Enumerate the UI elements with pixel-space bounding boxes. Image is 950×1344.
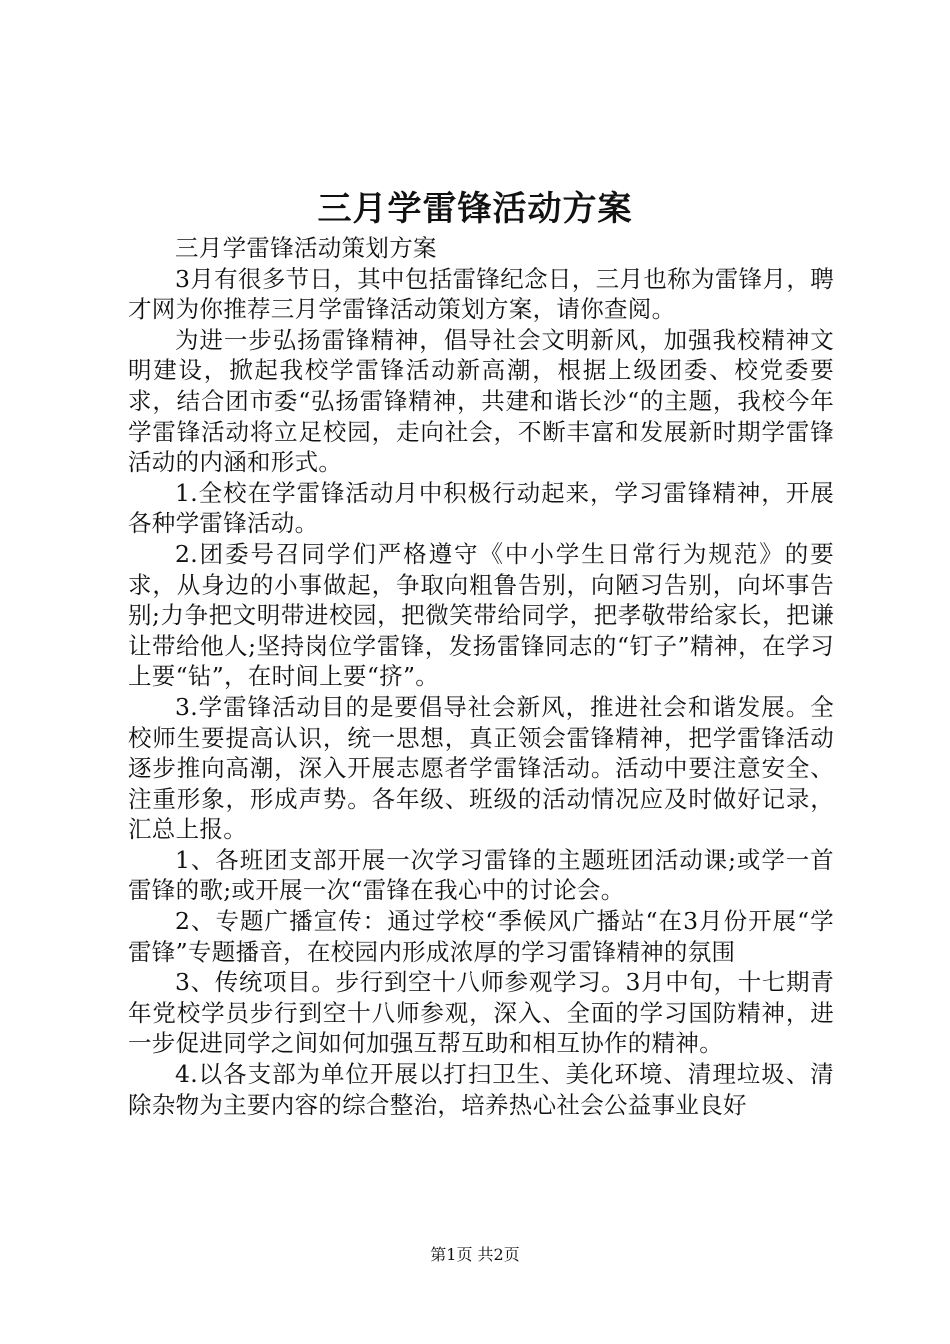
paragraph-activity-4: 4.以各支部为单位开展以打扫卫生、美化环境、清理垃圾、清除杂物为主要内容的综合整治，培养热心社会公益事业良好: [128, 1060, 834, 1119]
paragraph-activity-3: 3、传统项目。步行到空十八师参观学习。3月中旬，十七期青年党校学员步行到空十八师参观，深入、全面的学习国防精神，进一步促进同学之间如何加强互帮互助和相互协作的精神。: [128, 968, 834, 1058]
paragraph-activity-1: 1、各班团支部开展一次学习雷锋的主题班团活动课;或学一首雷锋的歌;或开展一次“雷锋在我心中的讨论会。: [128, 845, 834, 905]
document-body: [128, 233, 834, 1120]
paragraph-purpose: 为进一步弘扬雷锋精神，倡导社会文明新风，加强我校精神文明建设，掀起我校学雷锋活动新高潮，根据上级团委、校党委要求，结合团市委“弘扬雷锋精神，共建和谐长沙“的主题，我校今年学雷锋活动将立足校园，走向社会，不断丰富和发展新时期学雷锋活动的内涵和形式。: [128, 325, 834, 477]
paragraph-subtitle: 三月学雷锋活动策划方案: [175, 234, 437, 262]
document-title: 三月学雷锋活动方案: [317, 189, 633, 229]
paragraph-item-1: 1.全校在学雷锋活动月中积极行动起来，学习雷锋精神，开展各种学雷锋活动。: [128, 478, 834, 538]
paragraph-intro: 3月有很多节日，其中包括雷锋纪念日，三月也称为雷锋月，聘才网为你推荐三月学雷锋活动策划方案，请你查阅。: [128, 264, 834, 324]
paragraph-item-3: 3.学雷锋活动目的是要倡导社会新风，推进社会和谐发展。全校师生要提高认识，统一思想，真正领会雷锋精神，把学雷锋活动逐步推向高潮，深入开展志愿者学雷锋活动。活动中要注意安全、注重形象，形成声势。各年级、班级的活动情况应及时做好记录，汇总上报。: [128, 692, 834, 844]
page-footer: 第1页 共2页: [430, 1245, 520, 1264]
paragraph-activity-2: 2、专题广播宣传：通过学校“季候风广播站“在3月份开展“学雷锋”专题播音，在校园内形成浓厚的学习雷锋精神的氛围: [128, 907, 834, 966]
paragraph-item-2: 2.团委号召同学们严格遵守《中小学生日常行为规范》的要求，从身边的小事做起，争取向粗鲁告别，向陋习告别，向坏事告别;力争把文明带进校园，把微笑带给同学，把孝敬带给家长，把谦让带给他人;坚持岗位学雷锋，发扬雷锋同志的“钉子”精神，在学习上要“钻”，在时间上要“挤”。: [128, 539, 834, 691]
